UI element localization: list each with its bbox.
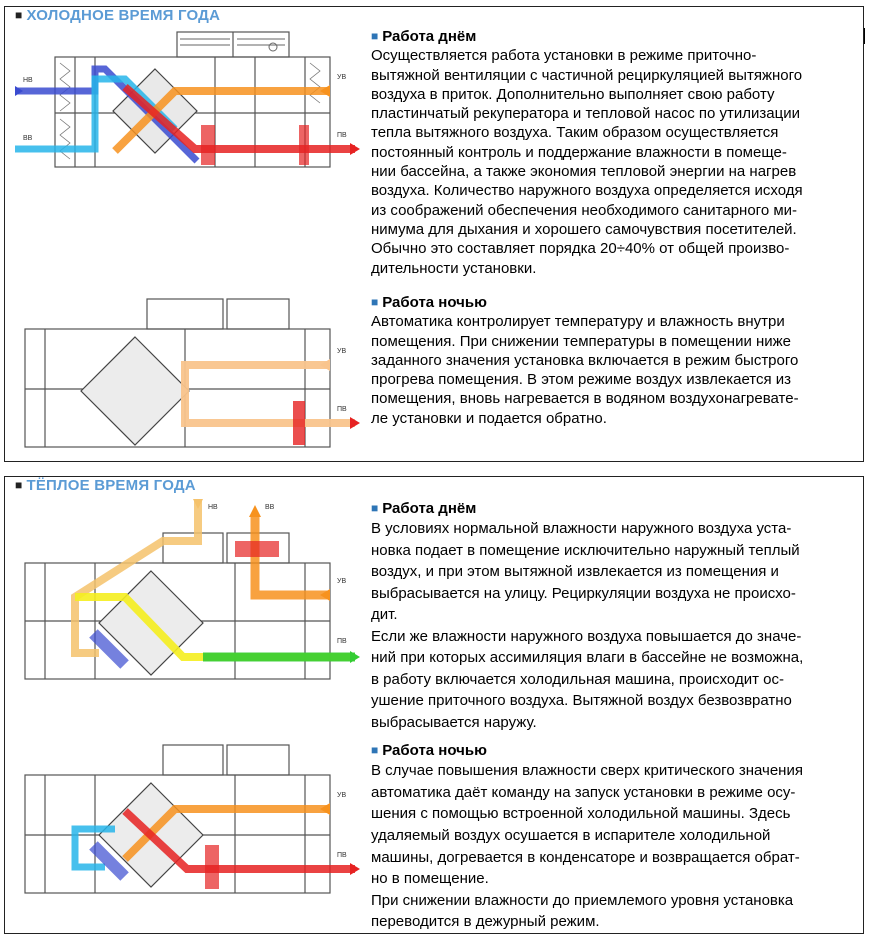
label-nv: НВ <box>23 77 33 84</box>
text-line: В случае повышения влажности сверх критического значения <box>371 762 803 780</box>
cold-day-heading <box>371 27 857 46</box>
text-line: машины, догревается в конденсаторе и возвращается обрат- <box>371 848 800 866</box>
plate-recuperator <box>81 337 189 445</box>
square-bullet-icon: ■ <box>15 478 23 492</box>
text-line: постоянный контроль и поддержание влажности в помеще- <box>371 143 787 161</box>
warm-night-section <box>371 741 857 933</box>
text-line: шения с помощью встроенной холодильной машины. Здесь <box>371 805 791 823</box>
arrow-out-vv-icon <box>249 505 261 517</box>
text-cursor <box>864 28 865 44</box>
cold-day-section <box>371 27 857 278</box>
warm-season-panel <box>4 476 864 934</box>
warm-day-diagram <box>15 497 365 682</box>
label-pv: ПВ <box>337 406 347 413</box>
condenser <box>235 541 279 557</box>
text-line: пластинчатый рекуператора и тепловой насос по утилизации <box>371 105 800 123</box>
arrow-out-pv-icon <box>350 143 360 155</box>
cold-night-section <box>371 293 857 428</box>
cold-day-text <box>371 46 857 278</box>
square-bullet-icon: ■ <box>371 501 379 515</box>
text-line: ний при которых ассимиляция влаги в бассейне не возможна, <box>371 649 804 667</box>
warm-night-text <box>371 760 857 933</box>
heater-coil-2 <box>299 125 309 165</box>
text-line: Если же влажности наружного воздуха повышается до значе- <box>371 627 802 645</box>
label-uv: УВ <box>337 792 347 799</box>
text-line: выбрасывается на улицу. Рециркуляции воздуха не происхо- <box>371 584 796 602</box>
label-nv: НВ <box>208 504 218 511</box>
text-line: Автоматика контролирует температуру и влажность внутри <box>371 313 785 331</box>
cold-day-diagram <box>15 27 365 187</box>
label-vv: ВВ <box>265 504 275 511</box>
arrow-out-pv-icon <box>350 863 360 875</box>
warm-season-title <box>15 477 196 494</box>
text-line: воздух, и при этом вытяжной извлекается из помещения и <box>371 563 779 581</box>
cold-night-heading <box>371 293 857 312</box>
square-bullet-icon: ■ <box>371 295 379 309</box>
text-line: помещения, вновь нагревается в водяном воздухонагревате- <box>371 390 799 408</box>
label-uv: УВ <box>337 74 347 81</box>
text-line: В условиях нормальной влажности наружного воздуха уста- <box>371 520 792 538</box>
square-bullet-icon: ■ <box>371 29 379 43</box>
heater-coil <box>201 125 215 165</box>
text-line: тепла вытяжного воздуха. Таким образом осуществляется <box>371 124 779 142</box>
text-line: из соображений обеспечения необходимого санитарного ми- <box>371 201 798 219</box>
warm-season-title-text: ТЁПЛОЕ ВРЕМЯ ГОДА <box>26 477 196 494</box>
text-line: помещения. При снижении температуры в помещении ниже <box>371 332 792 350</box>
heater-coil <box>293 401 305 445</box>
text-line: Обычно это составляет порядка 20÷40% от общей произво- <box>371 240 790 258</box>
square-bullet-icon: ■ <box>15 8 23 22</box>
label-pv: ПВ <box>337 132 347 139</box>
text-line: дит. <box>371 606 398 624</box>
text-line: ушение приточного воздуха. Вытяжной воздух безвозвратно <box>371 692 792 710</box>
text-line: переводится в дежурный режим. <box>371 913 600 931</box>
square-bullet-icon: ■ <box>371 743 379 757</box>
arrow-in-uv-icon <box>320 803 330 815</box>
text-line: При снижении влажности до приемлемого уровня установка <box>371 891 794 909</box>
arrow-out-pv-icon <box>350 417 360 429</box>
label-pv: ПВ <box>337 638 347 645</box>
warm-night-heading <box>371 741 857 760</box>
label-uv: УВ <box>337 348 347 355</box>
label-pv: ПВ <box>337 852 347 859</box>
text-line: новка подает в помещение исключительно наружный теплый <box>371 541 800 559</box>
warm-night-heading-text: Работа ночью <box>382 742 487 759</box>
text-line: заданного значения установка включается в режим быстрого <box>371 351 799 369</box>
warm-day-text <box>371 518 857 733</box>
text-line: в работу включается холодильная машина, происходит ос- <box>371 670 784 688</box>
cold-night-text <box>371 312 857 428</box>
text-line: воздуха. Количество наружного воздуха определяется исходя <box>371 182 803 200</box>
text-line: Осуществляется работа установки в режиме приточно- <box>371 47 757 65</box>
text-line: автоматика даёт команду на запуск установки в режиме осу- <box>371 783 796 801</box>
cold-day-heading-text: Работа днём <box>382 28 477 45</box>
condenser <box>205 845 219 889</box>
arrow-in-uv-icon <box>320 85 330 97</box>
cold-season-title <box>15 7 220 24</box>
warm-day-section <box>371 499 857 733</box>
label-uv: УВ <box>337 578 347 585</box>
text-line: ле установки и подается обратно. <box>371 409 607 427</box>
cold-season-title-text: ХОЛОДНОЕ ВРЕМЯ ГОДА <box>26 7 221 24</box>
label-vv: ВВ <box>23 135 33 142</box>
text-line: выбрасывается наружу. <box>371 713 537 731</box>
text-line: дительности установки. <box>371 259 537 277</box>
text-line: но в помещение. <box>371 870 489 888</box>
text-line: удаляемый воздух осушается в испарителе холодильной <box>371 827 771 845</box>
text-line: воздуха в приток. Дополнительно выполняет свою работу <box>371 85 775 103</box>
cold-night-diagram <box>15 293 365 453</box>
text-line: нимума для дыхания и хорошего самочувствия посетителей. <box>371 220 797 238</box>
warm-day-heading <box>371 499 857 518</box>
cold-season-panel <box>4 6 864 462</box>
text-line: вытяжной вентиляции с частичной рециркуляцией вытяжного <box>371 66 803 84</box>
arrow-in-uv-icon <box>320 359 330 371</box>
text-line: прогрева помещения. В этом режиме воздух извлекается из <box>371 371 792 389</box>
warm-night-diagram <box>15 739 365 899</box>
warm-day-heading-text: Работа днём <box>382 500 477 517</box>
text-line: нии бассейна, а также экономия тепловой энергии на нагрев <box>371 163 797 181</box>
cold-night-heading-text: Работа ночью <box>382 294 487 311</box>
